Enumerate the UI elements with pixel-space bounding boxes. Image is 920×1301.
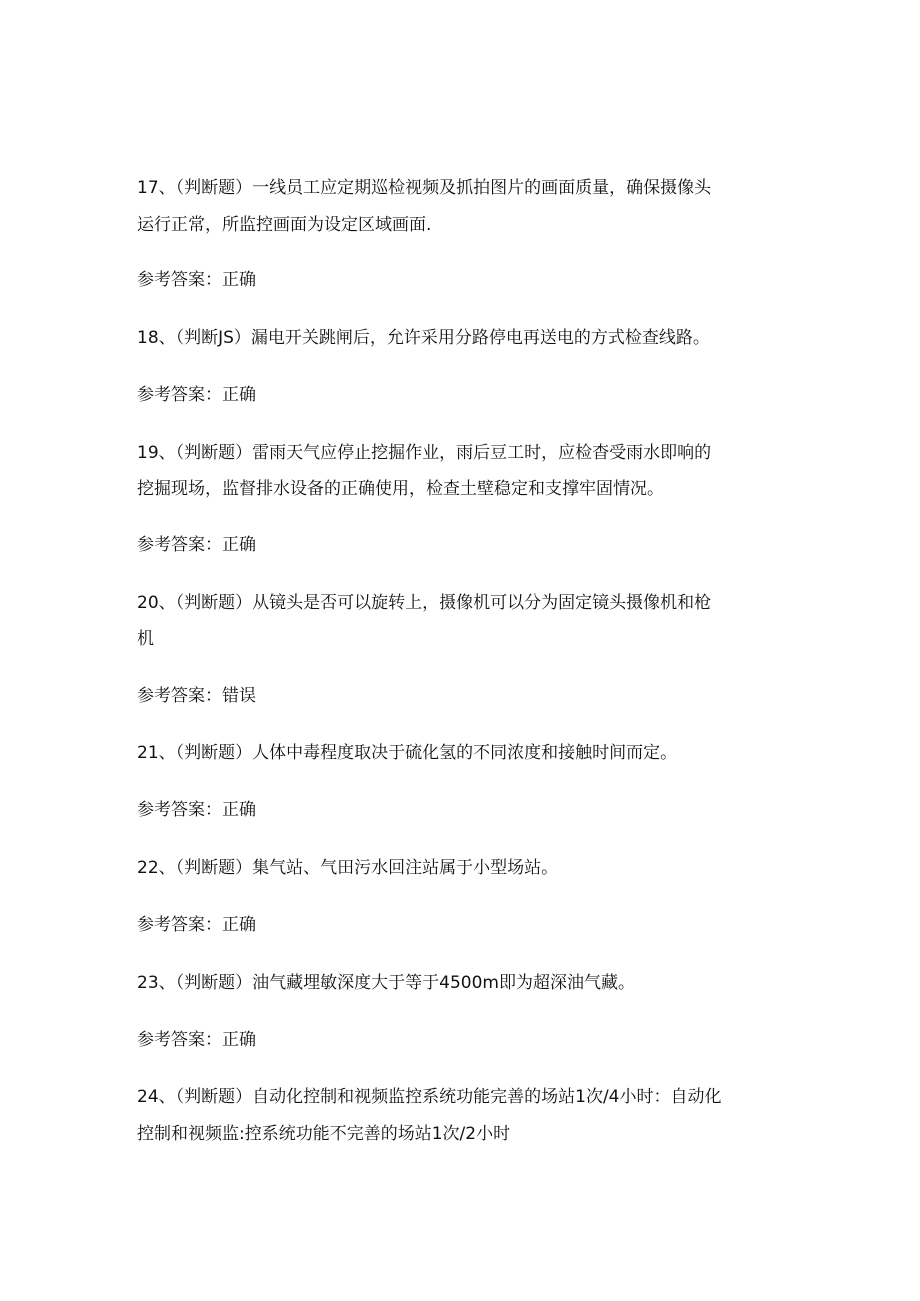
question-20-line-2: 机 bbox=[137, 629, 154, 649]
question-18-line-1: 18、（判断JS）漏电开关跳闸后，允许采用分路停电再送电的方式检查线路。 bbox=[137, 328, 710, 348]
question-24-line-2: 控制和视频监:控系统功能不完善的场站1次/2小时 bbox=[137, 1124, 511, 1144]
question-19-answer: 参考答案：正确 bbox=[137, 535, 256, 555]
question-22-line-1: 22、（判断题）集气站、气田污水回注站属于小型场站。 bbox=[137, 858, 559, 878]
question-21-line-1: 21、（判断题）人体中毒程度取决于硫化氢的不同浓度和接触时间而定。 bbox=[137, 743, 678, 763]
question-23-line-1: 23、（判断题）油气藏埋敏深度大于等于4500m即为超深油气藏。 bbox=[137, 973, 635, 993]
question-23-answer: 参考答案：正确 bbox=[137, 1030, 256, 1050]
question-17-answer: 参考答案：正确 bbox=[137, 270, 256, 290]
question-24-line-1: 24、（判断题）自动化控制和视频监控系统功能完善的场站1次/4小时：自动化 bbox=[137, 1087, 722, 1107]
question-19-line-1: 19、（判断题）雷雨天气应停止挖掘作业，雨后豆工时，应检杳受雨水即响的 bbox=[137, 443, 712, 463]
question-17-line-1: 17、（判断题）一线员工应定期巡检视频及抓拍图片的画面质量，确保摄像头 bbox=[137, 178, 712, 198]
question-19-line-2: 挖掘现场，监督排水设备的正确使用，检查土壁稳定和支撑牢固情况。 bbox=[137, 479, 664, 499]
question-20-answer: 参考答案：错误 bbox=[137, 686, 256, 706]
question-22-answer: 参考答案：正确 bbox=[137, 915, 256, 935]
question-18-answer: 参考答案：正确 bbox=[137, 385, 256, 405]
question-21-answer: 参考答案：正确 bbox=[137, 800, 256, 820]
question-20-line-1: 20、（判断题）从镜头是否可以旋转上，摄像机可以分为固定镜头摄像机和枪 bbox=[137, 593, 712, 613]
question-17-line-2: 运行正常，所监控画面为设定区域画面. bbox=[137, 215, 432, 235]
